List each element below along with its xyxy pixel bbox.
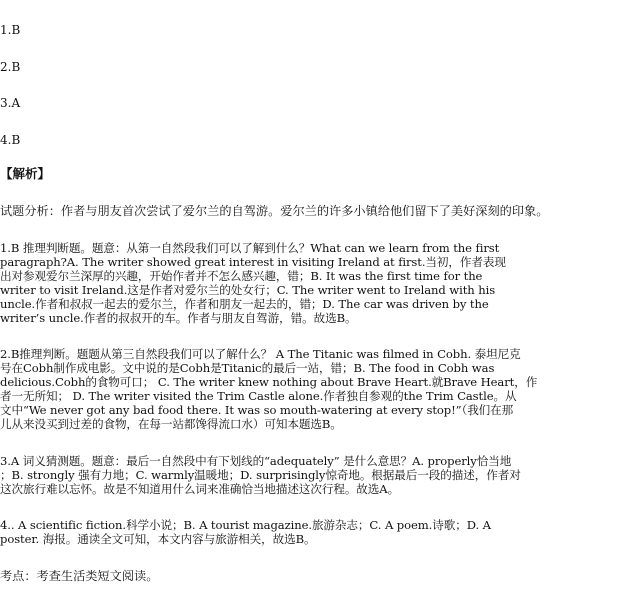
explanation-3 — [0, 454, 626, 496]
explanation-line: uncle.作者和叔叔一起去的爱尔兰，作者和朋友一起去的，错；D. The car was driven by the — [0, 297, 489, 311]
explanation-line: 儿从来没买到过差的食物，在每一站都馋得流口水）可知本题选B。 — [0, 417, 342, 431]
explanation-line: 文中“We never got any bad food there. It was so mouth-watering at every stop!”（我们在那 — [0, 403, 514, 417]
answer-2: 2.B — [0, 60, 21, 74]
explanation-line: writer to visit Ireland.这是作者对爱尔兰的处女行；C. The writer went to Ireland with his — [0, 283, 496, 297]
explanation-1 — [0, 241, 626, 325]
explanation-line: poster. 海报。通读全文可知，本文内容与旅游相关，故选B。 — [0, 532, 316, 546]
explanation-line: delicious.Cobh的食物可口； C. The writer knew nothing about Brave Heart.就Brave Heart，作 — [0, 375, 538, 389]
analysis-heading: 【解析】 — [0, 166, 51, 181]
explanation-2 — [0, 347, 626, 431]
answer-1: 1.B — [0, 23, 21, 37]
explanation-line: 号在Cobh制作成电影。文中说的是Cobh是Titanic的最后一站，错；B. The food in Cobh was — [0, 361, 495, 375]
explanation-line: paragraph?A. The writer showed great interest in visiting Ireland at first.当初，作者表现 — [0, 255, 506, 269]
explanation-4 — [0, 518, 626, 546]
explanation-line: 者一无所知； D. The writer visited the Trim Castle alone.作者独自参观的the Trim Castle。从 — [0, 389, 517, 403]
explanation-line: ；B. strongly 强有力地；C. warmly温暖地；D. surprisingly惊奇地。根据最后一段的描述，作者对 — [0, 468, 521, 482]
summary-text: 试题分析：作者与朋友首次尝试了爱尔兰的自驾游。爱尔兰的许多小镇给他们留下了美好深刻的印象。 — [0, 204, 549, 218]
explanation-line: 2.B推理判断。题题从第三自然段我们可以了解什么？ A The Titanic was filmed in Cobh. 泰坦尼克 — [0, 347, 521, 361]
explanation-line: 4.. A scientific fiction.科学小说；B. A tourist magazine.旅游杂志；C. A poem.诗歌；D. A — [0, 518, 491, 532]
answer-3: 3.A — [0, 96, 21, 110]
explanation-line: 1.B 推理判断题。题意：从第一自然段我们可以了解到什么？What can we learn from the first — [0, 241, 500, 255]
footer-topic: 考点：考查生活类短文阅读。 — [0, 569, 159, 583]
explanation-line: 这次旅行难以忘怀。故是不知道用什么词来准确恰当地描述这次行程。故选A。 — [0, 482, 400, 496]
answer-4: 4.B — [0, 133, 21, 147]
explanation-line: 3.A 词义猜测题。题意：最后一自然段中有下划线的“adequately” 是什么意思？A. properly恰当地 — [0, 454, 512, 468]
explanation-line: 出对参观爱尔兰深厚的兴趣，开始作者并不怎么感兴趣，错；B. It was the first time for the — [0, 269, 483, 283]
explanation-line: writer’s uncle.作者的叔叔开的车。作者与朋友自驾游，错。故选B。 — [0, 311, 357, 325]
